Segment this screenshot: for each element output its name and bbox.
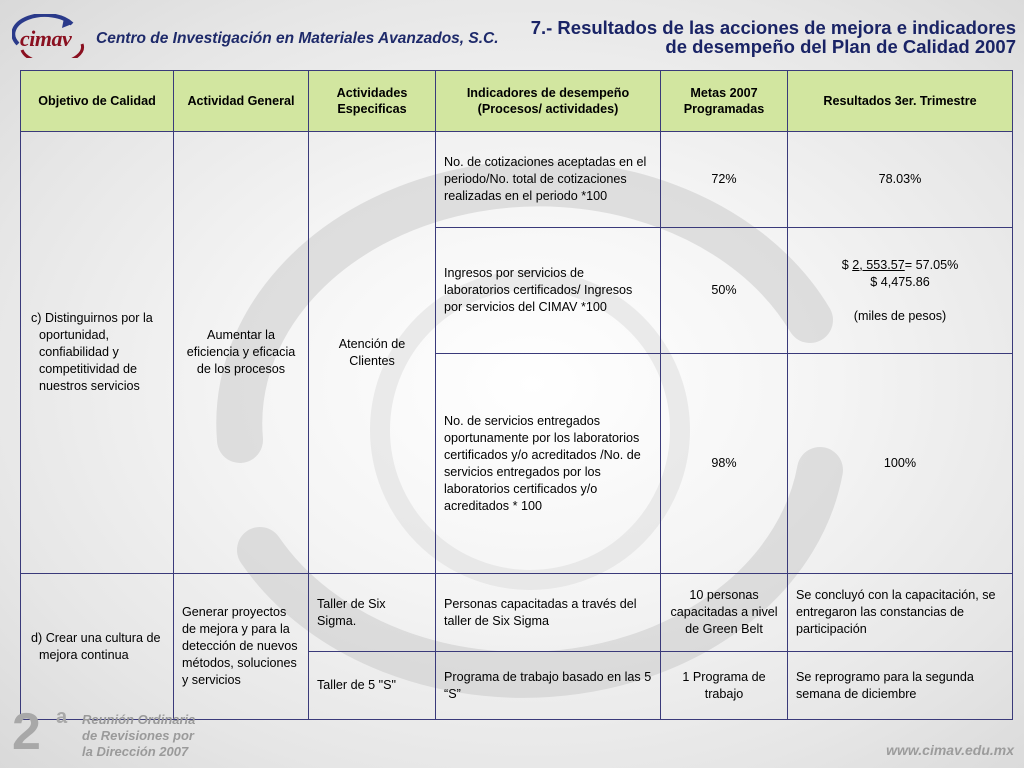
resultado-cell: 78.03% <box>788 132 1013 228</box>
indicador-cell: No. de cotizaciones aceptadas en el periodo/No. total de cotizaciones realizadas en el periodo *100 <box>436 132 661 228</box>
header-metas: Metas 2007 Programadas <box>661 71 788 132</box>
resultado-note: (miles de pesos) <box>853 308 947 323</box>
header-actividad-general: Actividad General <box>174 71 309 132</box>
resultado-fraction-line <box>796 257 1004 274</box>
meta-cell: 10 personas capacitadas a nivel de Green Belt <box>661 574 788 652</box>
table-row <box>21 132 1013 228</box>
actividad-general-cell: Aumentar la eficiencia y eficacia de los procesos <box>174 132 309 574</box>
indicador-cell: Ingresos por servicios de laboratorios certificados/ Ingresos por servicios del CIMAV *100 <box>436 228 661 354</box>
indicador-cell: Programa de trabajo basado en las 5 “S” <box>436 652 661 720</box>
resultado-numerator: 2, 553.57 <box>852 257 905 272</box>
meta-cell: 98% <box>661 354 788 574</box>
footer-meeting-superscript: a <box>56 706 68 728</box>
slide-title-line1: 7.- Resultados de las acciones de mejora e indicadores <box>530 17 1016 38</box>
objetivo-cell: d) Crear una cultura de mejora continua <box>21 574 174 720</box>
table-header-row <box>21 71 1013 132</box>
actividad-especifica-cell: Taller de Six Sigma. <box>309 574 436 652</box>
resultado-suffix: = 57.05% <box>904 257 959 272</box>
footer-meeting-number: 2 <box>12 703 39 761</box>
logo-text: cimav <box>20 26 72 51</box>
indicador-cell: Personas capacitadas a través del taller de Six Sigma <box>436 574 661 652</box>
footer-line-2: de Revisiones por <box>82 728 194 743</box>
slide-title <box>456 18 1016 56</box>
resultado-prefix: $ <box>841 257 853 272</box>
organization-name: Centro de Investigación en Materiales Avanzados, S.C. <box>96 30 499 47</box>
actividad-especifica-cell: Taller de 5 "S" <box>309 652 436 720</box>
meta-cell: 1 Programa de trabajo <box>661 652 788 720</box>
meta-cell: 50% <box>661 228 788 354</box>
slide-title-line2: de desempeño del Plan de Calidad 2007 <box>665 36 1016 57</box>
actividad-general-cell: Generar proyectos de mejora y para la detección de nuevos métodos, soluciones y servicios <box>174 574 309 720</box>
resultado-cell: Se concluyó con la capacitación, se entregaron las constancias de participación <box>788 574 1013 652</box>
header-actividades-especificas: Actividades Especificas <box>309 71 436 132</box>
footer-url: www.cimav.edu.mx <box>886 742 1014 758</box>
resultado-cell: Se reprogramo para la segunda semana de diciembre <box>788 652 1013 720</box>
resultado-cell: 100% <box>788 354 1013 574</box>
header-resultados: Resultados 3er. Trimestre <box>788 71 1013 132</box>
header <box>0 0 1024 68</box>
resultado-denominator: $ 4,475.86 <box>870 274 930 289</box>
footer-line-3: la Dirección 2007 <box>82 744 189 759</box>
table-row <box>21 574 1013 652</box>
resultado-cell <box>788 228 1013 354</box>
meta-cell: 72% <box>661 132 788 228</box>
results-table <box>20 70 1013 720</box>
indicador-cell: No. de servicios entregados oportunamente por los laboratorios certificados y/o acreditados /No. de servicios entregados por los laboratorios certificados y/o acreditados * 100 <box>436 354 661 574</box>
footer-line-1: Reunión Ordinaria <box>82 712 196 727</box>
actividad-especifica-cell: Atención de Clientes <box>309 132 436 574</box>
header-objetivo: Objetivo de Calidad <box>21 71 174 132</box>
header-indicadores: Indicadores de desempeño (Procesos/ actividades) <box>436 71 661 132</box>
objetivo-cell: c) Distinguirnos por la oportunidad, confiabilidad y competitividad de nuestros servicios <box>21 132 174 574</box>
